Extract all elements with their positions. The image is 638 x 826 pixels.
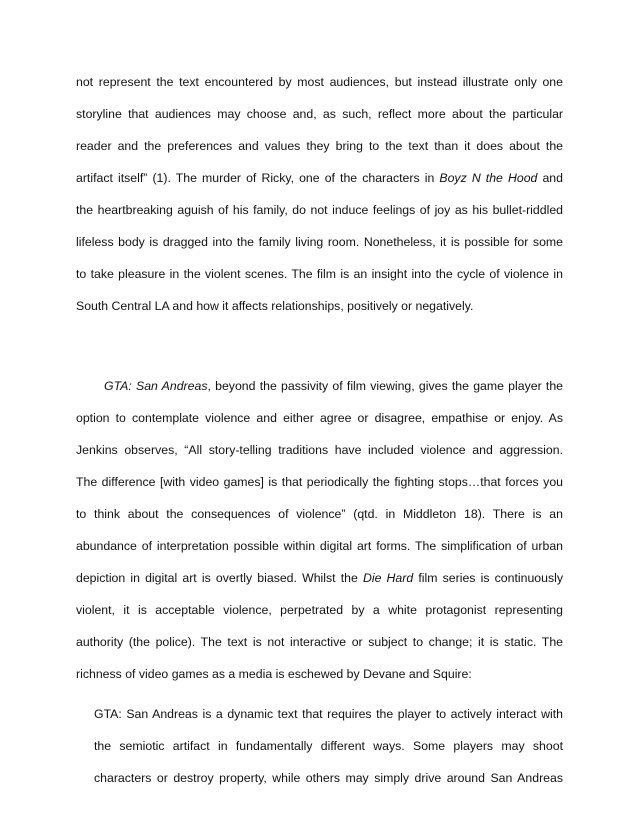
body-text-line: depiction in digital art is overtly biased. Whilst the Die Hard film series is continuously [76,571,563,585]
body-text-line: the heartbreaking aguish of his family, do not induce feelings of joy as his bullet-riddled [76,203,563,217]
italic-title: Die Hard [362,571,414,585]
quote-text-line: GTA: San Andreas is a dynamic text that requires the player to actively interact with [94,707,563,721]
body-text-line: artifact itself” (1). The murder of Ricky, one of the characters in Boyz N the Hood and [76,171,563,185]
body-text-line: option to contemplate violence and either agree or disagree, empathise or enjoy. As [76,411,563,425]
body-text-line: Jenkins observes, “All story-telling traditions have included violence and aggression. [76,443,563,457]
body-text-line: GTA: San Andreas, beyond the passivity of film viewing, gives the game player the [104,379,564,393]
italic-title: GTA: San Andreas [104,379,208,393]
body-text-line: lifeless body is dragged into the family living room. Nonetheless, it is possible for some [76,235,563,249]
quote-text-line: the semiotic artifact in fundamentally different ways. Some players may shoot [94,739,563,753]
body-text-line: reader and the preferences and values they bring to the text than it does about the [76,139,563,153]
quote-text-line: characters or destroy property, while others may simply drive around San Andreas [94,771,563,785]
body-text-line: South Central LA and how it affects relationships, positively or negatively. [76,299,474,313]
body-text-line: The difference [with video games] is that periodically the fighting stops…that forces you [76,475,563,489]
body-text-line: to think about the consequences of violence” (qtd. in Middleton 18). There is an [76,507,563,521]
body-text-line: storyline that audiences may choose and, as such, reflect more about the particular [76,107,563,121]
body-text-line: authority (the police). The text is not interactive or subject to change; it is static. The [76,635,563,649]
body-text-line: to take pleasure in the violent scenes. The film is an insight into the cycle of violence in [76,267,563,281]
italic-title: Boyz N the Hood [439,171,538,185]
body-text-line: not represent the text encountered by most audiences, but instead illustrate only one [76,75,563,89]
body-text-line: abundance of interpretation possible within digital art forms. The simplification of urban [76,539,563,553]
body-text-line: richness of video games as a media is eschewed by Devane and Squire: [76,667,472,681]
body-text-line: violent, it is acceptable violence, perpetrated by a white protagonist representing [76,603,563,617]
